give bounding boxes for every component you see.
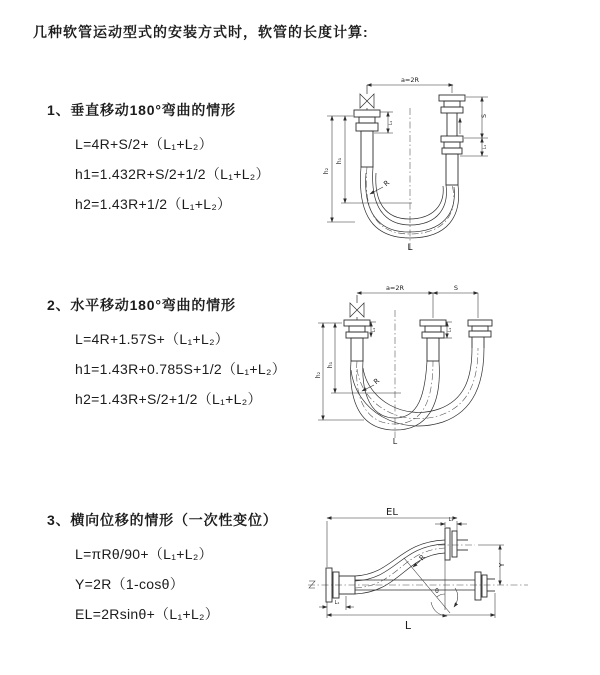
dim-label-l: L [404,619,412,632]
dim-label-l1-left: L₁ [372,327,377,333]
dim-label-l1-top: L₁ [448,517,454,523]
section-heading: 3、横向位移的情形（一次性变位） [47,512,278,528]
dim-label-l1-left: L₁ [389,120,394,126]
hose-wide-u [351,348,484,426]
formula-line: h2=1.43R+S/2+1/2（L₁+L₂） [75,391,262,407]
dim-label-l1-right: L₁ [483,144,488,150]
dim-label-h1: h₁ [327,361,334,369]
dim-label-y: Y [498,562,506,568]
dim-label-s: S [453,284,459,292]
dim-label-l1-mid: L₁ [448,327,453,333]
angle-construction [404,558,458,616]
page-title: 几种软管运动型式的安装方式时，软管的长度计算: [33,24,369,40]
diagram-vertical-180 [308,66,533,264]
top-right-flange [445,528,468,560]
formula-line: h1=1.43R+0.785S+1/2（L₁+L₂） [75,361,286,377]
section-heading: 2、水平移动180°弯曲的情形 [47,297,236,313]
section-horizontal-180 [47,295,322,414]
diagram-lateral-displacement [296,498,536,644]
dim-label-r: R [382,178,392,189]
dim-label-span: a=2R [385,284,405,292]
dim-label-l: L [407,243,413,253]
dim-label-el: EL [386,507,398,518]
right-leg-flange [439,95,465,185]
formula-line: h1=1.432R+S/2+1/2（L₁+L₂） [75,166,270,182]
formula-line: L=4R+1.57S+（L₁+L₂） [75,331,230,347]
dimension-labels [315,284,458,446]
valve-symbol [360,85,374,110]
dim-label-h1: h₁ [336,157,343,165]
dim-label-l1-left: L₁ [334,600,340,606]
right-flange [475,572,495,600]
formula-list [75,129,322,219]
formula-line: L=πRθ/90+（L₁+L₂） [75,546,213,562]
formula-line: L=4R+S/2+（L₁+L₂） [75,136,213,152]
dim-label-l: L [392,437,398,446]
section-heading: 1、垂直移动180°弯曲的情形 [47,102,236,118]
dim-label-span: a=2R [400,76,420,84]
right-leg-flange [468,320,492,348]
formula-line: Y=2R（1-cosθ） [75,576,185,592]
dimension-labels [323,76,488,253]
dim-label-h2: h₂ [323,167,330,175]
formula-line: h2=1.43R+1/2（L₁+L₂） [75,196,232,212]
dimension-lines [327,85,488,222]
valve-symbol [350,295,364,320]
dim-label-s: S [481,114,488,118]
left-leg-flange [354,110,380,167]
formula-line: EL=2Rsinθ+（L₁+L₂） [75,606,220,622]
section-lateral-displacement [47,510,322,629]
hose-s-curve [355,540,445,594]
middle-leg-flange [420,320,446,361]
dimension-labels [335,507,506,632]
formula-list [75,324,322,414]
dim-label-r: R [417,553,428,563]
left-leg-flange [344,320,370,361]
hose-u-bend [360,167,458,238]
dim-label-h2: h₂ [315,371,322,379]
diagram-horizontal-180 [308,280,533,454]
dim-label-r: R [372,376,382,387]
dim-label-theta: θ [435,588,439,595]
section-vertical-180 [47,100,322,219]
formula-list [75,539,322,629]
